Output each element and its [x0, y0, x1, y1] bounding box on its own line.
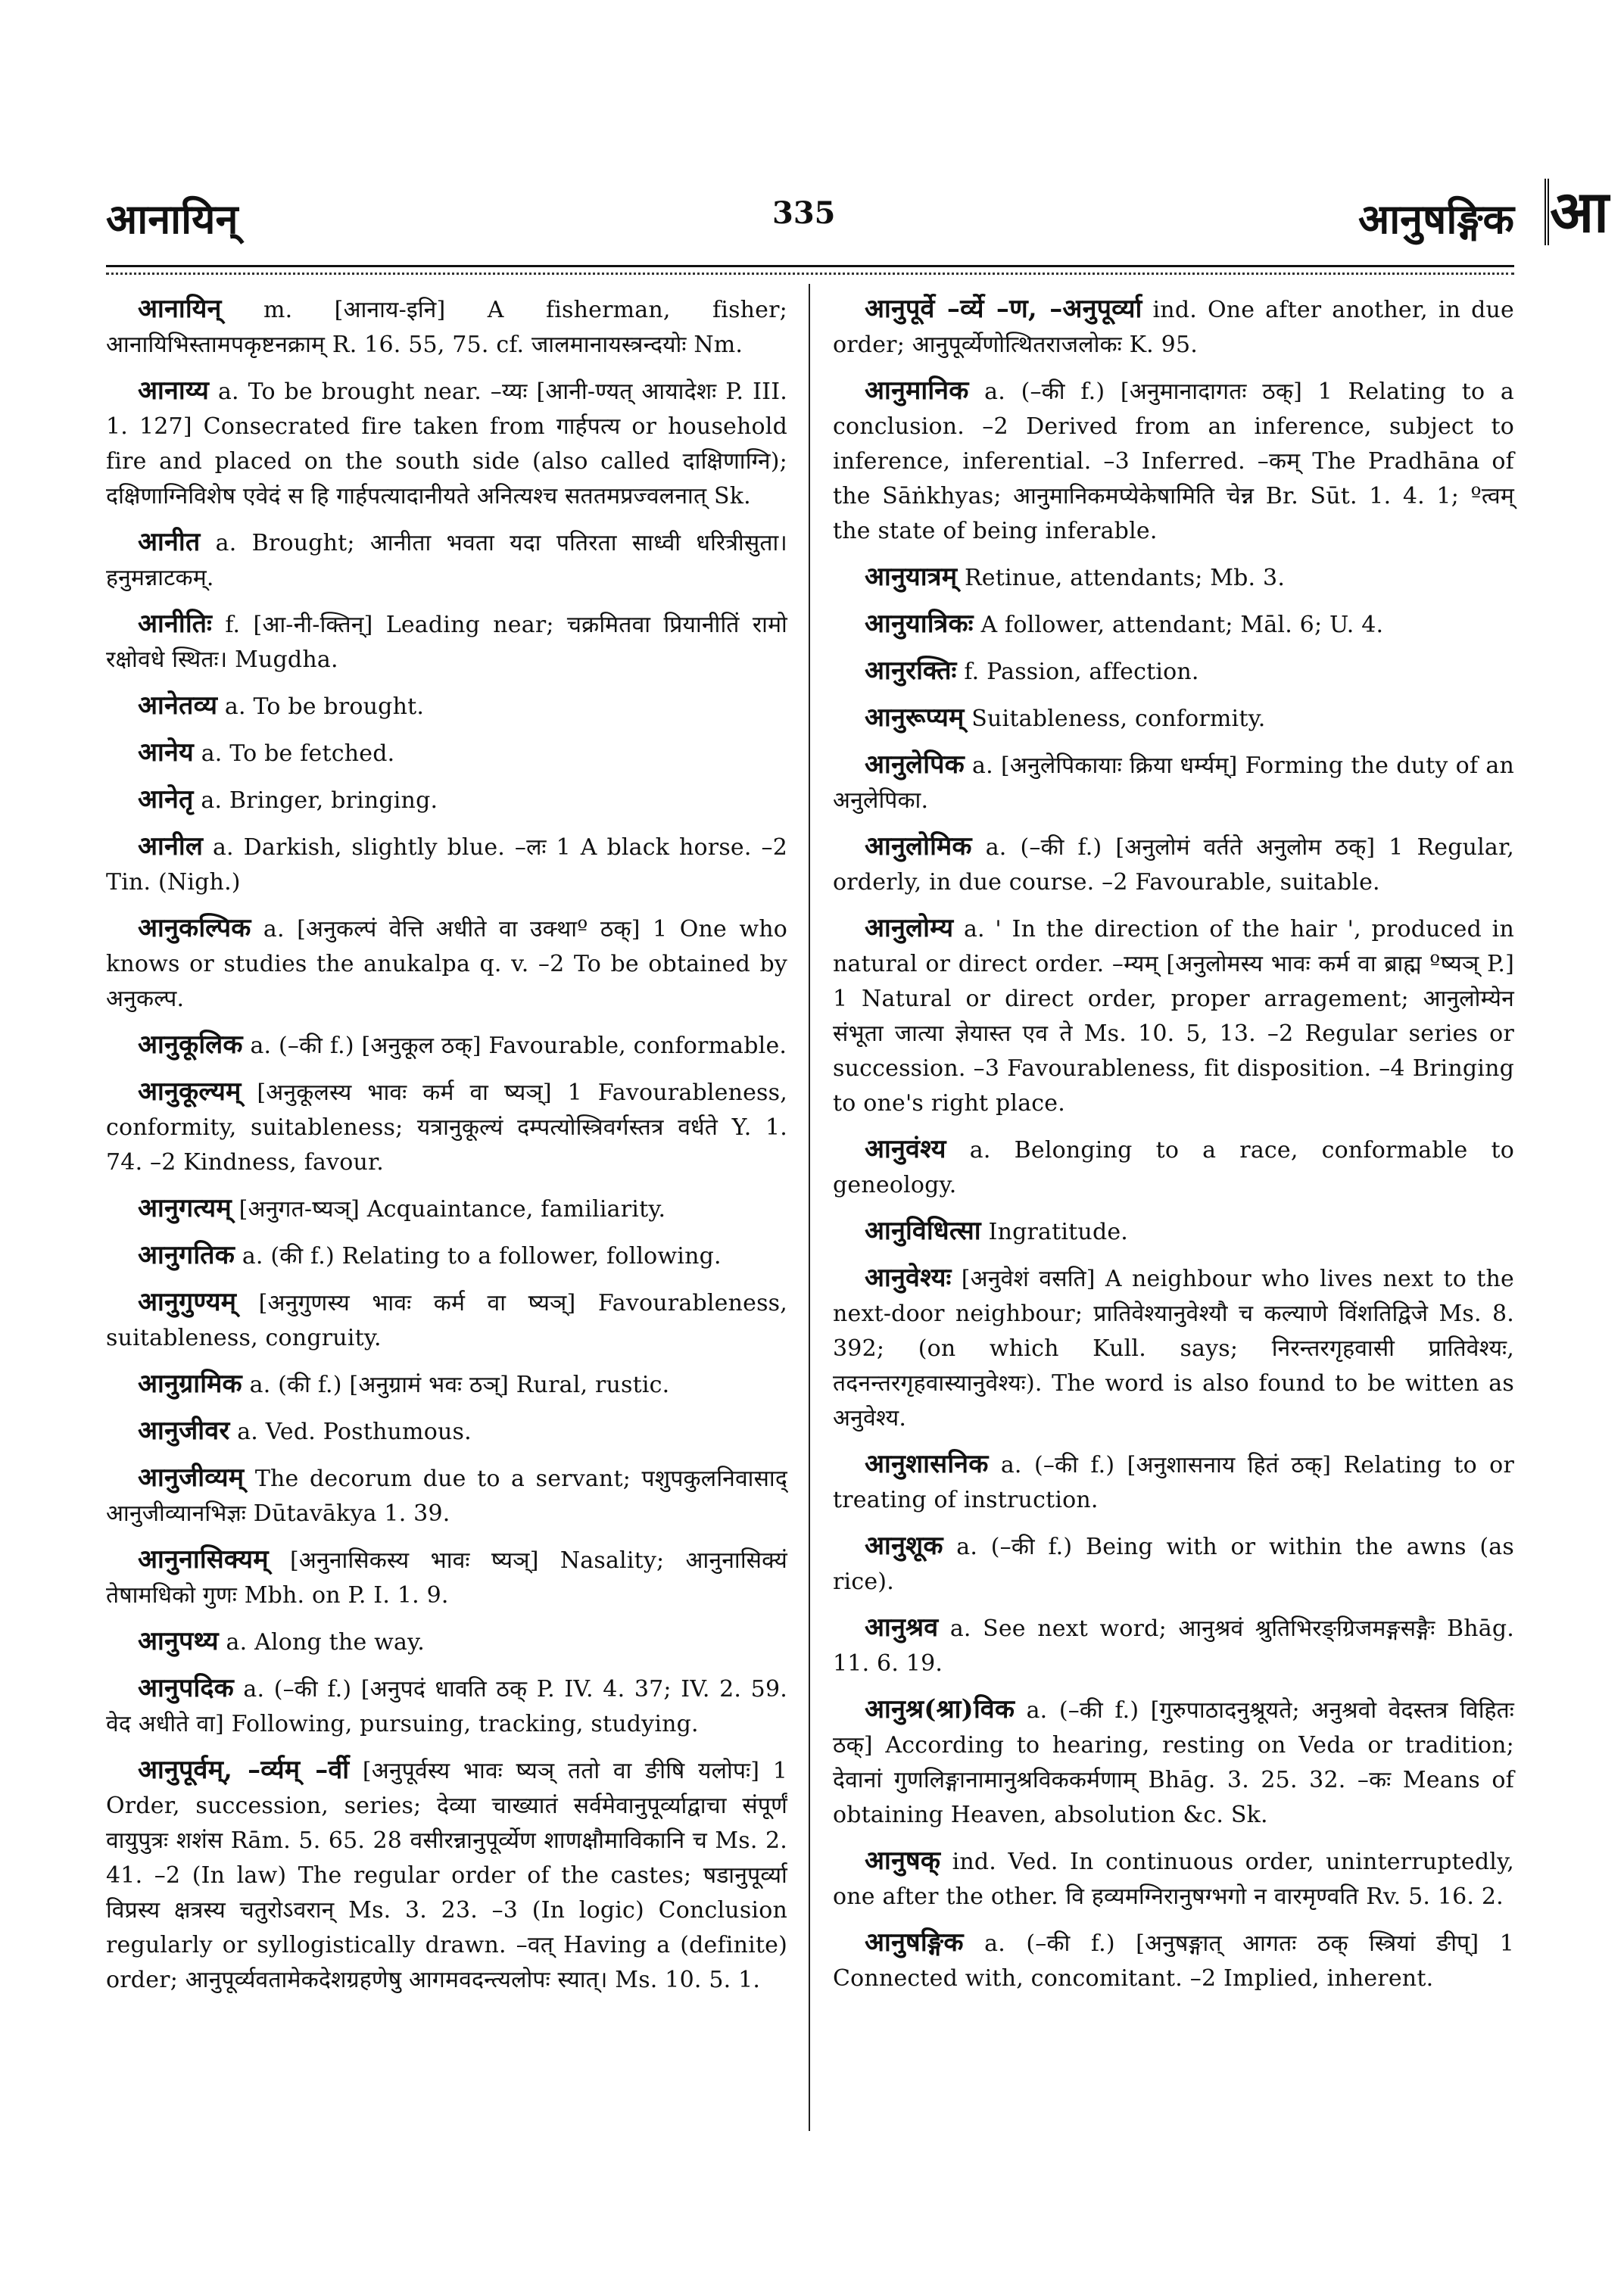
entry-text: a. To be brought. [224, 693, 425, 720]
dictionary-entry [106, 1624, 787, 1660]
entry-text: a. See next word; आनुश्रवं श्रुतिभिरङ्ग्रिजमङ्गसङ्गैः Bhāg. 11. 6. 19. [833, 1615, 1514, 1677]
dictionary-entry [833, 1610, 1514, 1681]
entry-text: [अनुगत-ष्यञ्] Acquaintance, familiarity. [238, 1196, 666, 1223]
entry-headword: आनुरक्तिः [865, 656, 957, 686]
entry-headword: आनुकल्पिक [138, 913, 251, 943]
entry-headword: आनाय्य [138, 375, 210, 406]
entry-text: a. Darkish, slightly blue. –लः 1 A black horse. –2 Tin. (Nigh.) [106, 834, 787, 896]
entry-text: a. [अनुलेपिकायाः क्रिया धर्म्यम्] Forming the duty of an अनुलेपिका. [833, 752, 1514, 814]
dictionary-entry [106, 688, 787, 724]
dictionary-entry [106, 1671, 787, 1742]
page-number: 335 [772, 195, 836, 231]
dictionary-entry [833, 1843, 1514, 1914]
entry-text: a. (–की f.) [अनुषङ्गात् आगतः ठक् स्त्रियां ङीप्] 1 Connected with, concomitant. –2 Implied, inherent. [833, 1930, 1514, 1992]
entry-text: a. (की f.) Relating to a follower, following. [242, 1243, 722, 1270]
entry-text: a. (–की f.) [अनुपदं धावति ठक् P. IV. 4. 37; IV. 2. 59. वेद अधीते वा] Following, pursuing, tracking, studying. [106, 1676, 787, 1737]
dictionary-entry [833, 829, 1514, 900]
dictionary-entry [106, 911, 787, 1017]
entry-headword: आनुमानिक [865, 375, 969, 406]
page-header [106, 189, 1514, 250]
dictionary-entry [833, 291, 1514, 363]
dictionary-entry [833, 747, 1514, 818]
right-column [833, 291, 1514, 2007]
dictionary-entry [833, 1528, 1514, 1600]
entry-text: a. (–की f.) [अनुमानादागतः ठक्] 1 Relating to a conclusion. –2 Derived from an inference, subject to inference, inferential. –3 Inferred. –कम् The Pradhāna of the Sāṅkhyas; आनुमानिकमप्येकेषामिति चेन्न Br. Sūt. 1. 4. 1; ºत्वम् the state of being inferable. [833, 379, 1514, 544]
entry-headword: आनीत [138, 527, 201, 557]
dictionary-entry [833, 1925, 1514, 1996]
dictionary-entry [833, 1447, 1514, 1518]
entry-headword: आनुवंश्य [865, 1134, 946, 1164]
dictionary-entry [106, 1191, 787, 1227]
entry-headword: आनुकूलिक [138, 1030, 243, 1060]
entry-headword: आनुरूप्यम् [865, 703, 965, 733]
entry-headword: आनुजीवर [138, 1416, 230, 1446]
entry-text: a. (–की f.) [अनुकूल ठक्] Favourable, conformable. [250, 1033, 787, 1059]
entry-text: f. Passion, affection. [964, 659, 1199, 685]
dictionary-entry [106, 782, 787, 818]
entry-headword: आनुश्रव [865, 1612, 939, 1643]
dictionary-entry [833, 1692, 1514, 1833]
dictionary-entry [833, 911, 1514, 1121]
entry-text: Retinue, attendants; Mb. 3. [965, 565, 1286, 591]
entry-text: f. [आ-नी-क्तिन्] Leading near; चक्रमितवा प्रियानीतिं रामो रक्षोवधे स्थितः। Mugdha. [106, 612, 787, 673]
left-column [106, 291, 787, 2008]
entry-headword: आनुजीव्यम् [138, 1463, 245, 1493]
entry-headword: आनुयात्रिकः [865, 609, 974, 639]
entry-headword: आनुयात्रम् [865, 562, 958, 592]
entry-text: [अनुवेशं वसति] A neighbour who lives next to the next-door neighbour; प्रातिवेश्यानुवेश्यौ च कल्याणे विंशतिद्विजे Ms. 8. 392; (on which Kull. says; निरन्तरगृहवासी प्रातिवेश्यः, तदनन्तरगृहवास्यानुवेश्यः). The word is also found to be witten as अनुवेश्य. [833, 1266, 1514, 1432]
entry-text: [अनुकूलस्य भावः कर्म वा ष्यञ्] 1 Favourableness, conformity, suitableness; यत्रानुकूल्यं दम्पत्योस्त्रिवर्गस्तत्र वर्धते Y. 1. 74. –2 Kindness, favour. [106, 1080, 787, 1176]
entry-text: ind. One after another, in due order; आनुपूर्व्येणोत्थितराजलोकः K. 95. [833, 297, 1515, 358]
entry-headword: आनुलोम्य [865, 913, 954, 943]
dictionary-entry [833, 653, 1514, 690]
entry-headword: आनुपूर्वे –र्व्ये –ण, –अनुपूर्व्या [865, 294, 1142, 324]
entry-text: [अनुपूर्वस्य भावः ष्यञ् ततो वा ङीषि यलोपः] 1 Order, succession, series; देव्या चाख्यातं सर्वमेवानुपूर्व्याद्वाचा संपूर्णं वायुपुत्रः शशंस Rām. 5. 65. 28 वसीरन्नानुपूर्व्येण शाणक्षौमाविकानि च Ms. 2. 41. –2 (In law) The regular order of the castes; षडानुपूर्व्या विप्रस्य क्षत्रस्य चतुरोऽवरान् Ms. 3. 23. –3 (In logic) Conclusion regularly or syllogistically drawn. –वत् Having a (definite) order; आनुपूर्व्यवतामेकदेशग्रहणेषु आगमवदन्त्यलोपः स्यात्। Ms. 10. 5. 1. [106, 1758, 787, 1993]
entry-headword: आनुविधित्सा [865, 1216, 981, 1246]
entry-headword: आनुशासनिक [865, 1449, 989, 1479]
dictionary-entry [106, 1413, 787, 1450]
dictionary-entry [106, 1752, 787, 1998]
entry-headword: आनुगुण्यम् [138, 1287, 237, 1317]
entry-text: a. [अनुकल्पं वेत्ति अधीते वा उक्थाº ठक्] 1 One who knows or studies the anukalpa q. v. –2 To be obtained by अनुकल्प. [106, 916, 787, 1012]
dictionary-entry [106, 1027, 787, 1064]
entry-headword: आनुगतिक [138, 1240, 235, 1270]
entry-text: Suitableness, conformity. [971, 706, 1266, 732]
entry-text: a. To be brought near. –य्यः [आनी-ण्यत् आयादेशः P. III. 1. 127] Consecrated fire taken from गार्हपत्य or household fire and placed on the south side (also called दाक्षिणाग्नि); दक्षिणाग्निविशेष एवेदं स हि गार्हपत्यादानीयते अनित्यश्च सततमप्रज्वलनात् Sk. [106, 379, 787, 509]
dictionary-entry [106, 525, 787, 596]
dictionary-entry [106, 1074, 787, 1180]
entry-text: a. (–की f.) [अनुशासनाय हितं ठक्] Relating to or treating of instruction. [833, 1452, 1514, 1513]
dictionary-entry [106, 1366, 787, 1403]
entry-headword: आनीतिः [138, 609, 213, 639]
entry-headword: आनेय [138, 737, 194, 768]
header-rule [106, 265, 1514, 267]
entry-text: a. Belonging to a race, conformable to geneology. [833, 1137, 1514, 1198]
entry-text: a. (–की f.) [गुरुपाठादनुश्रूयते; अनुश्रवो वेदस्तत्र विहितः ठक्] According to hearing, resting on Veda or tradition; देवानां गुणलिङ्गानामानुश्रविककर्मणाम् Bhāg. 3. 25. 32. –कः Means of obtaining Heaven, absolution &c. Sk. [833, 1697, 1514, 1828]
entry-headword: आनुशूक [865, 1531, 943, 1561]
dictionary-entry [106, 606, 787, 678]
entry-text: a. Along the way. [226, 1629, 425, 1656]
entry-text: a. ' In the direction of the hair ', produced in natural or direct order. –म्यम् [अनुलोमस्य भावः कर्म वा ब्राह्म ºष्यञ् P.] 1 Natural or direct order, proper arragement; आनुलोम्येन संभूता जात्या ज्ञेयास्त एव ते Ms. 10. 5, 13. –2 Regular series or succession. –3 Favourableness, fit disposition. –4 Bringing to one's right place. [833, 916, 1514, 1117]
entry-text: a. (–की f.) [अनुलोमं वर्तते अनुलोम ठक्] 1 Regular, orderly, in due course. –2 Favourable, suitable. [833, 834, 1514, 896]
entry-headword: आनुनासिक्यम् [138, 1544, 269, 1575]
header-dotted-rule [106, 273, 1514, 275]
entry-headword: आनुग्रामिक [138, 1369, 242, 1399]
entry-headword: आनुपदिक [138, 1673, 234, 1703]
entry-text: [अनुनासिकस्य भावः ष्यञ्] Nasality; आनुनासिक्यं तेषामधिको गुणः Mbh. on P. I. 1. 9. [106, 1547, 787, 1609]
dictionary-entry [833, 606, 1514, 643]
dictionary-entry [833, 373, 1514, 549]
entry-headword: आनुलोमिक [865, 831, 972, 861]
entry-text: a. Bringer, bringing. [201, 787, 438, 814]
header-left-word: आनायिन् [106, 195, 238, 243]
dictionary-entry [833, 700, 1514, 737]
entry-headword: आनुपथ्य [138, 1626, 219, 1656]
entry-text: a. Ved. Posthumous. [237, 1419, 472, 1445]
entry-headword: आनेतव्य [138, 690, 218, 721]
entry-headword: आनुषक् [865, 1846, 941, 1876]
entry-headword: आनुकूल्यम् [138, 1076, 242, 1107]
entry-text: [अनुगुणस्य भावः कर्म वा ष्यञ्] Favourableness, suitableness, congruity. [106, 1290, 787, 1351]
entry-text: The decorum due to a servant; पशुपकुलनिवासाद् आनुजीव्यानभिज्ञः Dūtavākya 1. 39. [106, 1466, 787, 1527]
entry-text: Ingratitude. [988, 1219, 1129, 1245]
entry-headword: आनुश्र(श्रा)विक [865, 1694, 1015, 1724]
dictionary-entry [833, 1213, 1514, 1250]
dictionary-entry [833, 559, 1514, 596]
entry-text: a. (–की f.) Being with or within the awns (as rice). [833, 1534, 1514, 1595]
entry-text: a. To be fetched. [201, 740, 395, 767]
entry-headword: आनुगत्यम् [138, 1193, 232, 1223]
dictionary-entry [106, 1285, 787, 1356]
entry-text: ind. Ved. In continuous order, uninterruptedly, one after the other. वि हव्यमग्निरानुषग्भगो न वारमृण्वति Rv. 5. 16. 2. [833, 1849, 1514, 1910]
entry-headword: आनुषङ्गिक [865, 1927, 964, 1958]
dictionary-entry [833, 1132, 1514, 1203]
entry-text: m. [आनाय-इनि] A fisherman, fisher; आनायिभिस्तामपकृष्टनक्राम् R. 16. 55, 75. cf. जालमानायस्त्रन्दयोः Nm. [106, 297, 787, 358]
entry-headword: आनुवेश्यः [865, 1263, 952, 1293]
letter-tab: आ [1545, 179, 1610, 245]
dictionary-entry [106, 1238, 787, 1274]
entry-headword: आनुपूर्वम्, –र्व्यम् –र्वी [138, 1755, 350, 1785]
entry-text: a. (की f.) [अनुग्रामं भवः ठञ्] Rural, rustic. [249, 1372, 670, 1398]
dictionary-entry [833, 1260, 1514, 1436]
dictionary-entry [106, 735, 787, 771]
entry-headword: आनेतृ [138, 784, 194, 815]
entry-headword: आनील [138, 831, 204, 861]
dictionary-entry [106, 373, 787, 514]
entry-headword: आनायिन् [138, 294, 222, 324]
entry-headword: आनुलेपिक [865, 749, 965, 780]
entry-text: A follower, attendant; Māl. 6; U. 4. [980, 612, 1384, 638]
column-divider [809, 284, 810, 2131]
header-right-word: आनुषङ्गिक [1357, 195, 1514, 243]
dictionary-entry [106, 1460, 787, 1531]
dictionary-entry [106, 291, 787, 363]
dictionary-entry [106, 829, 787, 900]
dictionary-entry [106, 1542, 787, 1613]
entry-text: a. Brought; आनीता भवता यदा पतिरता साध्वी धरित्रीसुता। हनुमन्नाटकम्. [106, 530, 787, 591]
